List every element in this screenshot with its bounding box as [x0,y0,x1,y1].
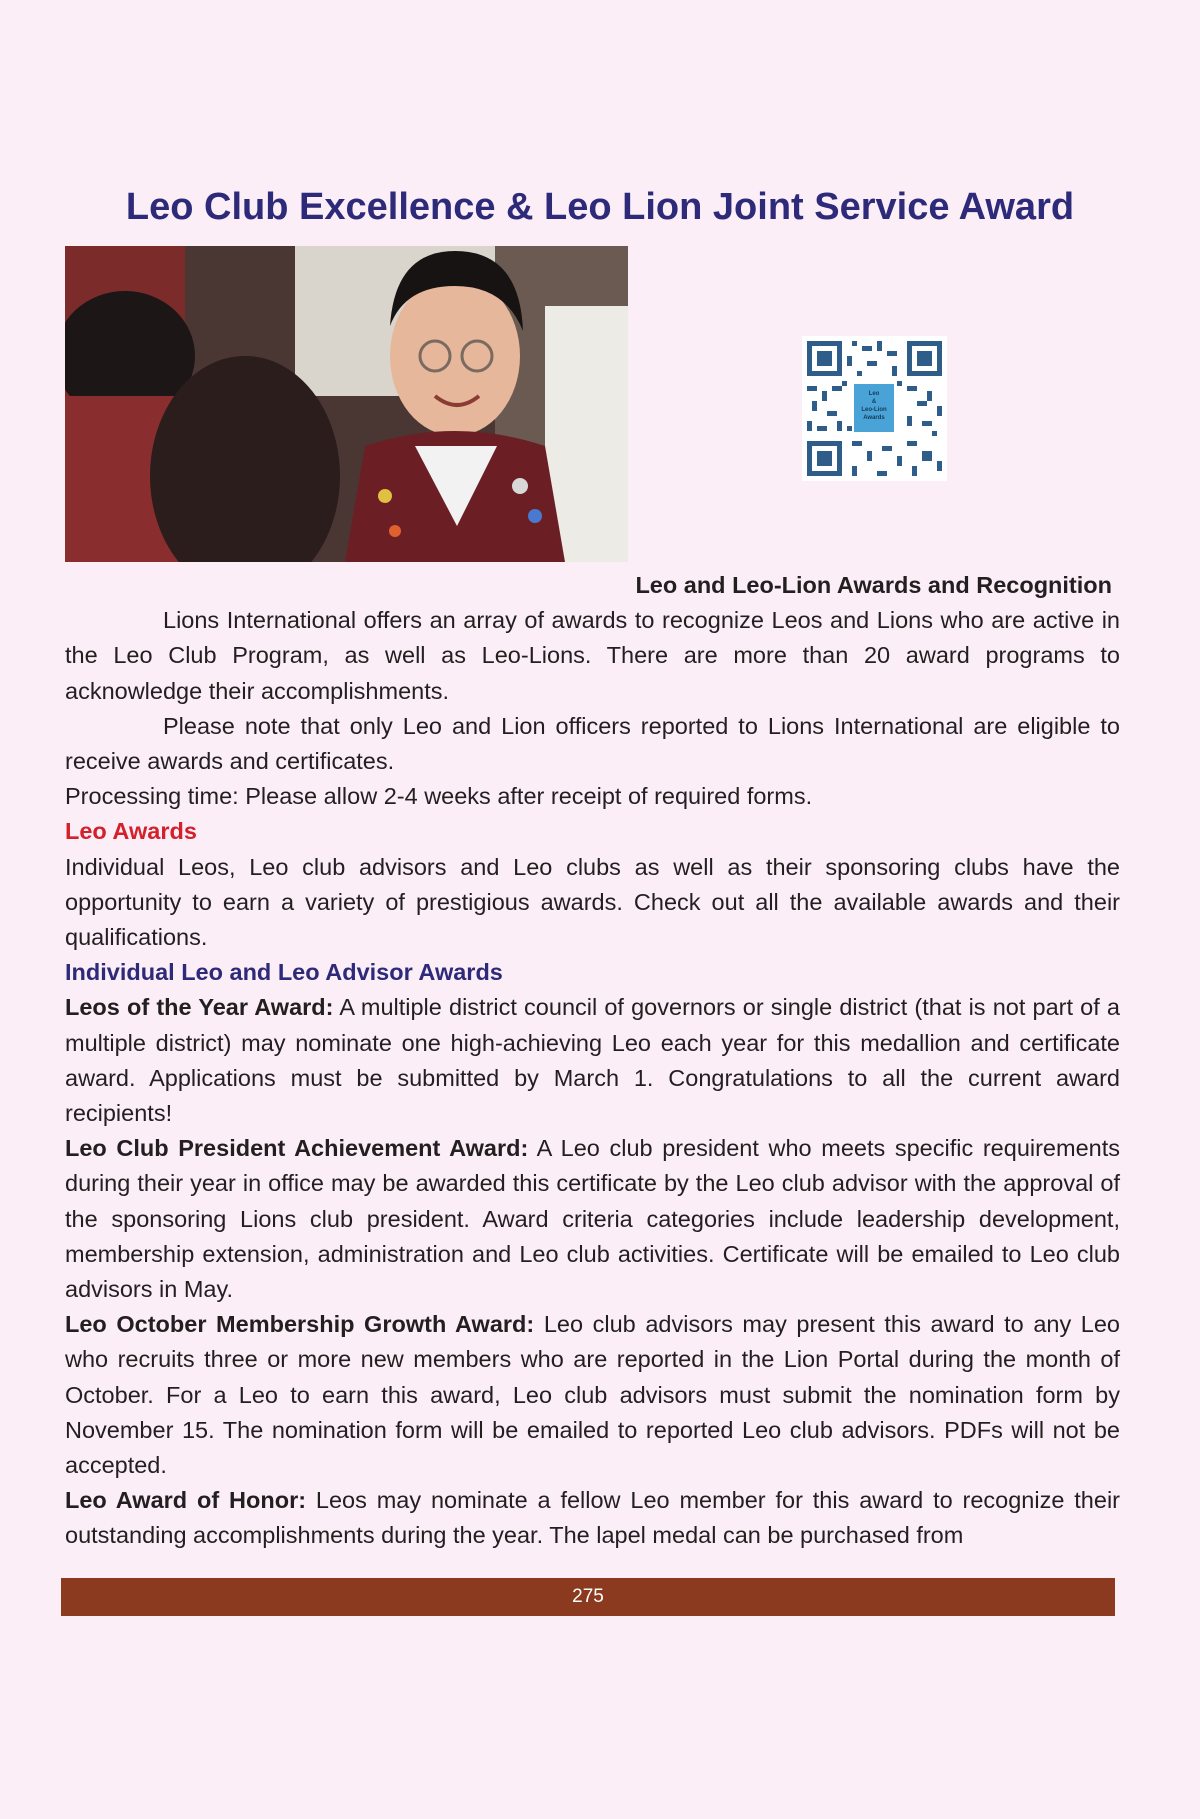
award-item [65,1483,1120,1553]
page-number: 275 [572,1586,604,1607]
body-text [65,568,1120,1554]
award-description: A Leo club president who meets specific requirements during their year in office may be awarded this certificate by the Leo club advisor with the approval of the sponsoring Lions club president. Award criteria categories include leadership development, membership extension, administration and Leo club activities. Certificate will be emailed to Leo club advisors in May. [65,1135,1120,1303]
award-name: Leo October Membership Growth Award: [65,1311,535,1338]
qr-label: Leo & Leo-Lion Awards [854,384,894,432]
qr-code[interactable] [802,336,947,481]
award-description: A multiple district council of governors or single district (that is not part of a multiple district) may nominate one high-achieving Leo each year for this medallion and certificate award. Applications must be submitted by March 1. Congratulations to all the current award recipients! [65,994,1120,1127]
recognition-heading: Leo and Leo-Lion Awards and Recognition [635,572,1112,598]
leo-member-photo [65,246,628,562]
processing-time: Processing time: Please allow 2-4 weeks after receipt of required forms. [65,783,813,810]
intro-paragraph: Lions International offers an array of awards to recognize Leos and Lions who are active in the Leo Club Program, as well as Leo-Lions. There are more than 20 award programs to acknowledge their accomplishments. [65,607,1120,704]
award-name: Leo Award of Honor: [65,1487,307,1514]
award-description: Leo club advisors may present this award to any Leo who recruits three or more new members who are reported in the Lion Portal during the month of October. For a Leo to earn this award, Leo club advisors must submit the nomination form by November 15. The nomination form will be emailed to reported Leo club advisors. PDFs will not be accepted. [65,1311,1121,1479]
individual-awards-heading: Individual Leo and Leo Advisor Awards [65,959,503,986]
award-item [65,1131,1120,1307]
eligibility-note: Please note that only Leo and Lion officers reported to Lions International are eligible to receive awards and certificates. [65,712,1120,775]
leo-awards-heading: Leo Awards [65,818,197,845]
award-item [65,990,1120,1131]
award-name: Leo Club President Achievement Award: [65,1135,529,1162]
page-title: Leo Club Excellence & Leo Lion Joint Service Award [125,186,1075,228]
award-description: Leos may nominate a fellow Leo member for this award to recognize their outstanding accomplishments during the year. The lapel medal can be purchased from [65,1487,1120,1549]
award-item [65,1307,1120,1483]
award-name: Leos of the Year Award: [65,994,334,1021]
leo-awards-text: Individual Leos, Leo club advisors and Leo clubs as well as their sponsoring clubs have the opportunity to earn a variety of prestigious awards. Check out all the available awards and their qualifications. [65,853,1120,951]
page-number-bar [61,1578,1115,1616]
